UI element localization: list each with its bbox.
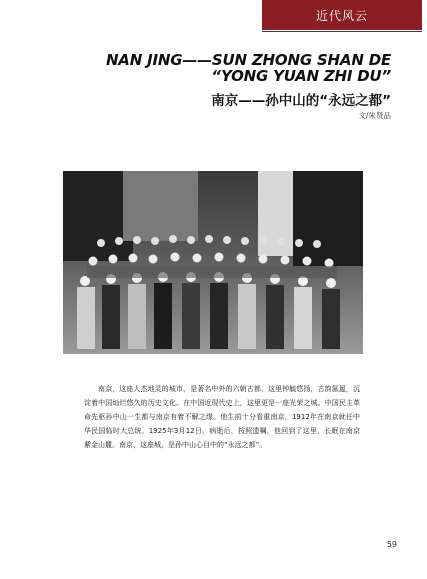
page-number: 59: [386, 540, 397, 549]
section-tab: 近代风云: [262, 0, 422, 30]
chinese-title: 南京——孙中山的“永远之都”: [211, 93, 391, 109]
english-title-line-1: NAN JING——SUN ZHONG SHAN DE: [105, 51, 391, 69]
section-divider: [262, 31, 422, 32]
caption-paragraph: 南京，这座人杰地灵的城市，是著名中外的六朝古都，这里钟毓悠扬，古韵氤氲，沉淀着中国灿烂悠久的历史文化。在中国近现代史上，这里更是一座光荣之城。中国民主革命先驱孙中山一生都与南京有着不解之缘。他生前十分看重南京，1912年在南京就任中华民国临时大总统。1925年3月12日，病逝后，按照遗嘱，他回到了这里，长眠在南京紫金山麓。南京，这座城，是孙中山心目中的“永远之都”。: [84, 385, 360, 449]
photo-illustration: [63, 171, 363, 354]
english-title-line-2: “YONG YUAN ZHI DU”: [211, 67, 391, 85]
group-photo: [63, 171, 363, 354]
english-title: [106, 52, 391, 84]
author-byline: 文/朱贤品: [358, 111, 391, 120]
